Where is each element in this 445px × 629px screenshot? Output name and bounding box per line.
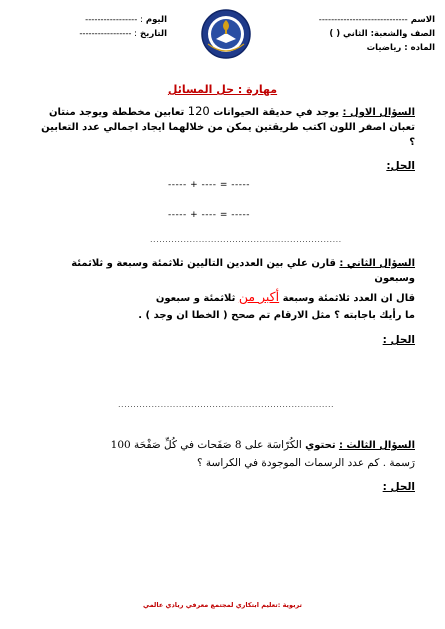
question-1-number: 120	[187, 104, 210, 118]
skill-title-text: مهارة : حل المسائل	[167, 83, 278, 96]
separator-dots-1: ...............................................................	[150, 235, 342, 244]
question-3-text-1: الكُرّاسَة على 8 صَفَحات في كُلِّ صَفْحَة 100	[110, 439, 302, 451]
name-field[interactable]: -----------------------------	[318, 15, 408, 25]
question-3	[25, 436, 415, 455]
question-2-claim-end: ثلاثمئة و سبعون	[155, 293, 236, 304]
date-line	[42, 27, 167, 41]
skill-title	[0, 83, 445, 96]
name-line	[260, 13, 435, 27]
question-3-solution-label: الحل :	[382, 481, 415, 493]
question-2-solution-label: الحل :	[382, 334, 415, 346]
question-2-prompt: ما رأيك باجابته ؟ مثل الارقام تم صحح ( الخطا ان وجد ) .	[138, 310, 415, 321]
date-field[interactable]: : -----------------	[79, 29, 138, 39]
question-2-text-1: قارن علي بين العددين التاليين ثلاثمئة وسبعة و ثلاثمئة وسبعون	[71, 258, 415, 284]
question-1-text-end: تعابين مخططة ويوجد منتان تعبان اصفر اللون اكتب طريقتين يمكن من خلالهما ايجاد اجمالي عدد التعابين ؟	[41, 107, 415, 148]
day-field[interactable]: : -----------------	[85, 15, 143, 25]
name-label: الاسم	[410, 15, 435, 25]
question-1-label: السؤال الاول :	[342, 107, 415, 118]
equation-line-1[interactable]: ----- + ---- = -----	[168, 180, 250, 190]
question-3-label: السؤال الثالث :	[338, 440, 415, 451]
question-1-text-start: يوجد في حديقة الحيوانات	[213, 107, 340, 118]
question-3-text-2: رَسمة . كم عدد الرسمات الموجودة في الكراسة ؟	[196, 457, 415, 469]
question-2-claim	[35, 289, 415, 306]
question-1-solution-label: الحل:	[386, 160, 415, 172]
date-label: التاريخ	[140, 29, 167, 39]
school-logo-emblem	[200, 8, 252, 60]
grade-line	[260, 27, 435, 41]
question-3-verb: تحتوي	[305, 440, 336, 451]
question-2	[35, 256, 415, 286]
grade-label: الصف والشعبة: الثاني	[343, 29, 435, 39]
question-2-claim-start: قال ان العدد ثلاثمئة وسبعة	[282, 293, 415, 304]
date-info-block	[42, 13, 167, 41]
separator-dots-2: .......................................................................	[118, 400, 335, 409]
day-line	[42, 13, 167, 27]
question-1	[35, 104, 415, 150]
day-label: اليوم	[145, 15, 167, 25]
question-2-label: السؤال الثاني :	[339, 258, 415, 269]
equation-line-2[interactable]: ----- + ---- = -----	[168, 210, 250, 220]
subject-line: الماده : رياضيات	[366, 43, 435, 53]
footer-slogan: تربوية :تعليم ابتكاري لمجتمع معرفي ريادي عالمي	[143, 601, 302, 609]
section-field[interactable]: ( )	[329, 29, 341, 39]
student-info-block	[260, 13, 435, 55]
question-2-highlight: أكبر من	[238, 289, 280, 304]
